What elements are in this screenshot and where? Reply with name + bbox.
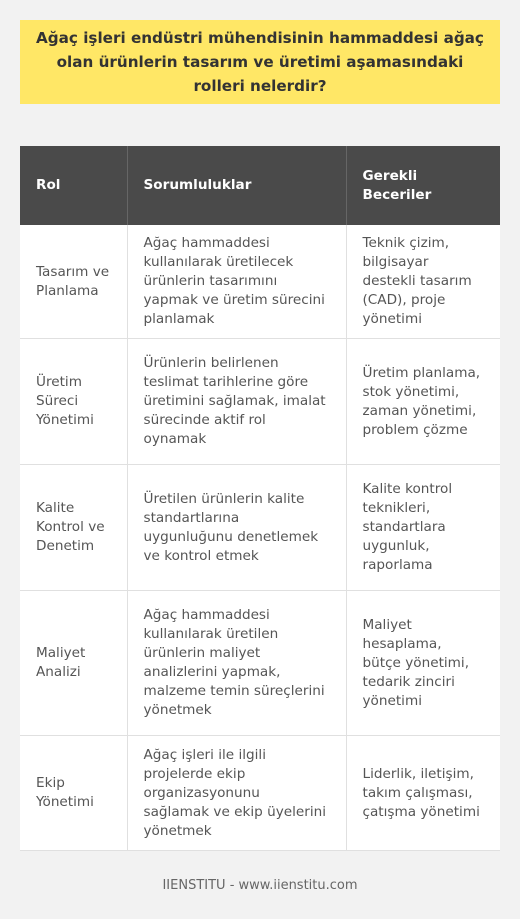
header-skills: Gerekli Beceriler [346, 146, 500, 225]
skills-cell: Maliyet hesaplama, bütçe yönetimi, tedarik zinciri yönetimi [346, 591, 500, 736]
skills-cell: Üretim planlama, stok yönetimi, zaman yönetimi, problem çözme [346, 339, 500, 465]
skills-cell: Kalite kontrol teknikleri, standartlara uygunluk, raporlama [346, 465, 500, 591]
roles-table [20, 146, 500, 851]
header-responsibilities: Sorumluluklar [127, 146, 346, 225]
table-row [20, 465, 500, 591]
role-cell: Üretim Süreci Yönetimi [20, 339, 127, 465]
responsibilities-cell: Ağaç hammaddesi kullanılarak üretilen ürünlerin maliyet analizlerini yapmak, malzeme temin süreçlerini yönetmek [127, 591, 346, 736]
table-row [20, 591, 500, 736]
role-cell: Maliyet Analizi [20, 591, 127, 736]
header-role: Rol [20, 146, 127, 225]
table-header-row [20, 146, 500, 225]
skills-cell: Liderlik, iletişim, takım çalışması, çatışma yönetimi [346, 736, 500, 851]
responsibilities-cell: Ürünlerin belirlenen teslimat tarihlerine göre üretimini sağlamak, imalat sürecinde aktif rol oynamak [127, 339, 346, 465]
table-row [20, 339, 500, 465]
footer-credit: IIENSTITU - www.iienstitu.com [162, 878, 358, 893]
skills-cell: Teknik çizim, bilgisayar destekli tasarım (CAD), proje yönetimi [346, 225, 500, 339]
role-cell: Ekip Yönetimi [20, 736, 127, 851]
question-banner [20, 20, 500, 104]
role-cell: Tasarım ve Planlama [20, 225, 127, 339]
role-cell: Kalite Kontrol ve Denetim [20, 465, 127, 591]
page-title: Ağaç işleri endüstri mühendisinin hammaddesi ağaç olan ürünlerin tasarım ve üretimi aşamasındaki rolleri nelerdir? [36, 29, 484, 95]
table-row [20, 736, 500, 851]
responsibilities-cell: Ağaç hammaddesi kullanılarak üretilecek ürünlerin tasarımını yapmak ve üretim sürecini planlamak [127, 225, 346, 339]
table-row [20, 225, 500, 339]
responsibilities-cell: Ağaç işleri ile ilgili projelerde ekip organizasyonunu sağlamak ve ekip üyelerini yönetmek [127, 736, 346, 851]
responsibilities-cell: Üretilen ürünlerin kalite standartlarına uygunluğunu denetlemek ve kontrol etmek [127, 465, 346, 591]
